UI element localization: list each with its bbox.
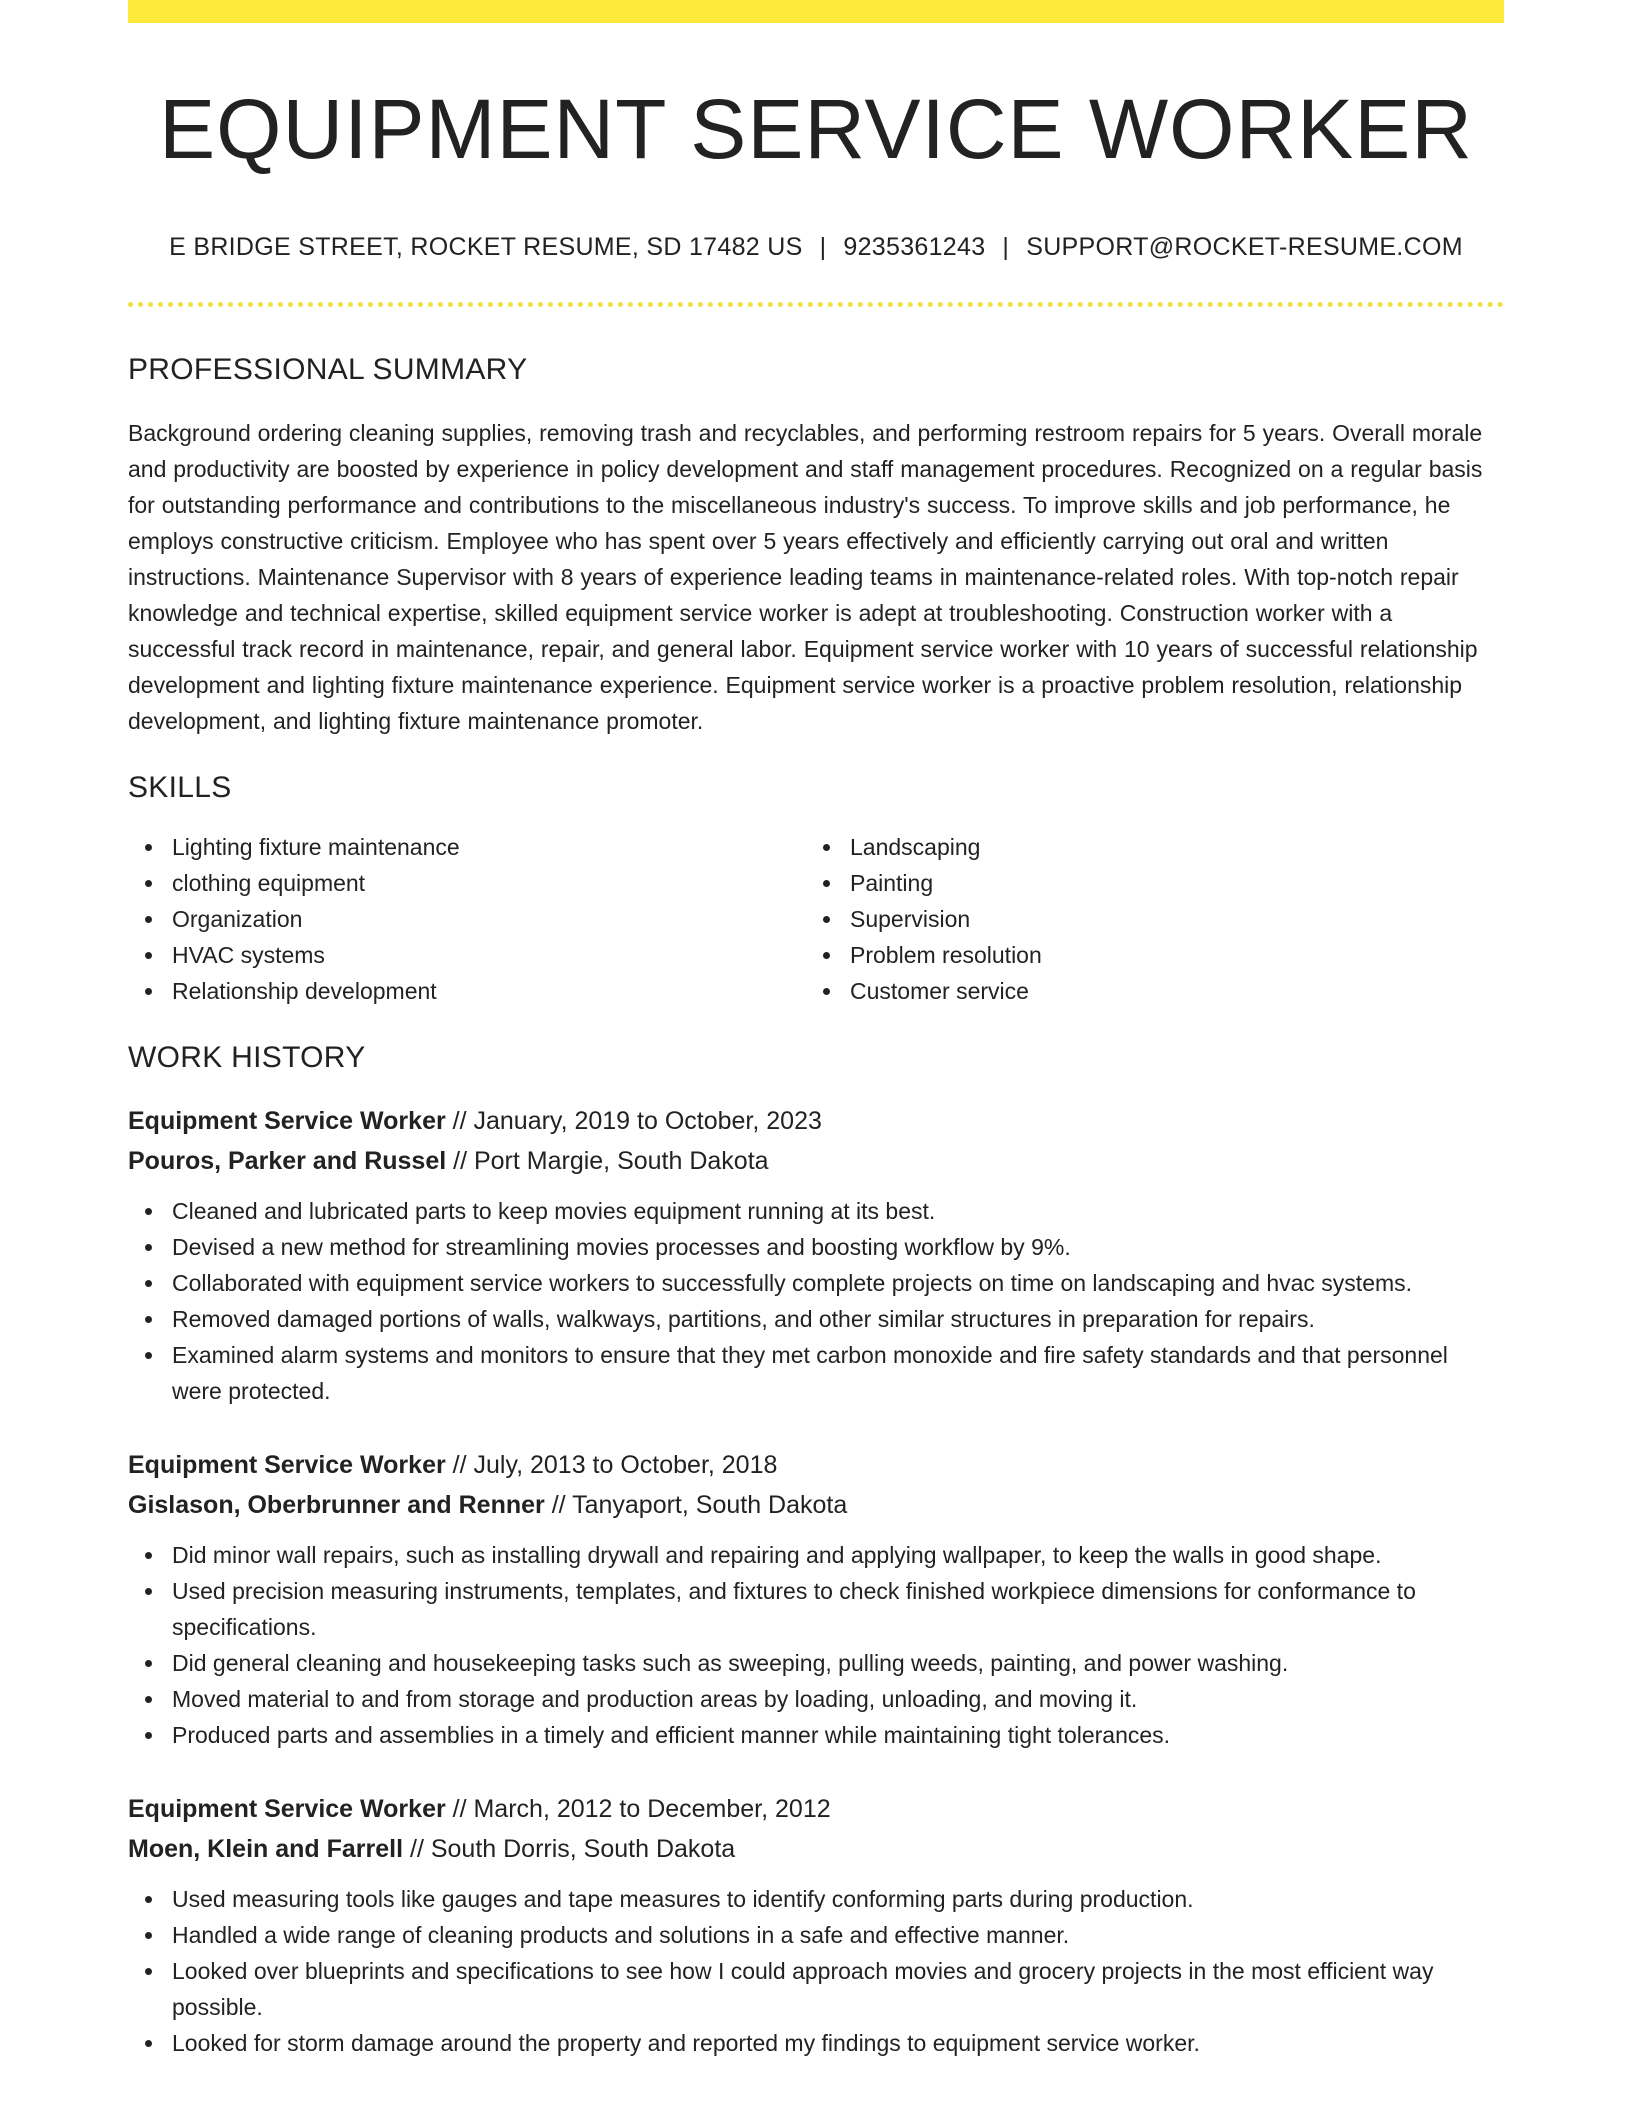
job-role: Equipment Service Worker	[128, 1107, 446, 1135]
job-bullet: Looked over blueprints and specifications to see how I could approach movies and grocery projects in the most efficient way possible.	[128, 1953, 1504, 2025]
phone: 9235361243	[843, 233, 986, 261]
header-divider	[128, 302, 1504, 307]
resume-page	[128, 0, 1504, 2061]
skills-heading: SKILLS	[128, 771, 232, 804]
job-bullets	[128, 1193, 1504, 1409]
skills-grid	[128, 829, 1504, 1009]
job-bullet: Did minor wall repairs, such as installing drywall and repairing and applying wallpaper, to keep the walls in good shape.	[128, 1537, 1504, 1573]
job-location: // Port Margie, South Dakota	[446, 1147, 769, 1175]
job-entry	[128, 1101, 1504, 1409]
email[interactable]: SUPPORT@ROCKET-RESUME.COM	[1026, 233, 1463, 261]
job-bullet: Devised a new method for streamlining movies processes and boosting workflow by 9%.	[128, 1229, 1504, 1265]
job-bullet: Moved material to and from storage and production areas by loading, unloading, and moving it.	[128, 1681, 1504, 1717]
job-bullet: Examined alarm systems and monitors to ensure that they met carbon monoxide and fire safety standards and that personnel were protected.	[128, 1337, 1504, 1409]
skills-column-left	[128, 829, 806, 1009]
work-history-heading: WORK HISTORY	[128, 1041, 366, 1074]
candidate-name: EQUIPMENT SERVICE WORKER	[159, 82, 1473, 176]
skill-item: Problem resolution	[806, 937, 1484, 973]
job-location: // Tanyaport, South Dakota	[544, 1491, 848, 1519]
job-dates: // January, 2019 to October, 2023	[445, 1107, 822, 1135]
skill-item: Relationship development	[128, 973, 806, 1009]
job-company: Moen, Klein and Farrell	[128, 1835, 404, 1863]
accent-bar	[128, 0, 1504, 23]
job-bullet: Cleaned and lubricated parts to keep movies equipment running at its best.	[128, 1193, 1504, 1229]
job-bullet: Handled a wide range of cleaning products and solutions in a safe and effective manner.	[128, 1917, 1504, 1953]
job-company-line	[128, 1829, 1504, 1869]
job-role: Equipment Service Worker	[128, 1451, 446, 1479]
skill-item: Supervision	[806, 901, 1484, 937]
summary-heading: PROFESSIONAL SUMMARY	[128, 353, 528, 386]
job-bullets	[128, 1881, 1504, 2061]
job-bullets	[128, 1537, 1504, 1753]
job-bullet: Produced parts and assemblies in a timely and efficient manner while maintaining tight tolerances.	[128, 1717, 1504, 1753]
job-dates: // July, 2013 to October, 2018	[445, 1451, 778, 1479]
skill-item: Landscaping	[806, 829, 1484, 865]
skill-item: Organization	[128, 901, 806, 937]
job-bullet: Collaborated with equipment service workers to successfully complete projects on time on landscaping and hvac systems.	[128, 1265, 1504, 1301]
summary-text: Background ordering cleaning supplies, removing trash and recyclables, and performing restroom repairs for 5 years. Overall morale and productivity are boosted by experience in policy development and staff management procedures. Recognized on a regular basis for outstanding performance and contributions to the miscellaneous industry's success. To improve skills and job performance, he employs constructive criticism. Employee who has spent over 5 years effectively and efficiently carrying out oral and written instructions. Maintenance Supervisor with 8 years of experience leading teams in maintenance-related roles. With top-notch repair knowledge and technical expertise, skilled equipment service worker is adept at troubleshooting. Construction worker with a successful track record in maintenance, repair, and general labor. Equipment service worker with 10 years of successful relationship development and lighting fixture maintenance experience. Equipment service worker is a proactive problem resolution, relationship development, and lighting fixture maintenance promoter.	[128, 420, 1483, 734]
job-company: Gislason, Oberbrunner and Renner	[128, 1491, 545, 1519]
skill-item: Painting	[806, 865, 1484, 901]
skill-item: clothing equipment	[128, 865, 806, 901]
job-entry	[128, 1445, 1504, 1753]
skill-item: HVAC systems	[128, 937, 806, 973]
job-entry	[128, 1789, 1504, 2061]
job-company-line	[128, 1141, 1504, 1181]
job-title-line	[128, 1789, 1504, 1829]
job-title-line	[128, 1445, 1504, 1485]
job-bullet: Did general cleaning and housekeeping tasks such as sweeping, pulling weeds, painting, and power washing.	[128, 1645, 1504, 1681]
skills-column-right	[806, 829, 1484, 1009]
skill-item: Customer service	[806, 973, 1484, 1009]
contact-line	[128, 233, 1504, 262]
job-bullet: Looked for storm damage around the property and reported my findings to equipment service worker.	[128, 2025, 1504, 2061]
job-role: Equipment Service Worker	[128, 1795, 446, 1823]
job-company: Pouros, Parker and Russel	[128, 1147, 447, 1175]
contact-separator: |	[1002, 233, 1010, 261]
skill-item: Lighting fixture maintenance	[128, 829, 806, 865]
contact-separator: |	[819, 233, 827, 261]
job-dates: // March, 2012 to December, 2012	[445, 1795, 831, 1823]
job-bullet: Used precision measuring instruments, templates, and fixtures to check finished workpiece dimensions for conformance to specifications.	[128, 1573, 1504, 1645]
job-bullet: Removed damaged portions of walls, walkways, partitions, and other similar structures in preparation for repairs.	[128, 1301, 1504, 1337]
job-location: // South Dorris, South Dakota	[403, 1835, 736, 1863]
job-company-line	[128, 1485, 1504, 1525]
job-title-line	[128, 1101, 1504, 1141]
job-bullet: Used measuring tools like gauges and tape measures to identify conforming parts during production.	[128, 1881, 1504, 1917]
address: E BRIDGE STREET, ROCKET RESUME, SD 17482 US	[169, 233, 803, 261]
